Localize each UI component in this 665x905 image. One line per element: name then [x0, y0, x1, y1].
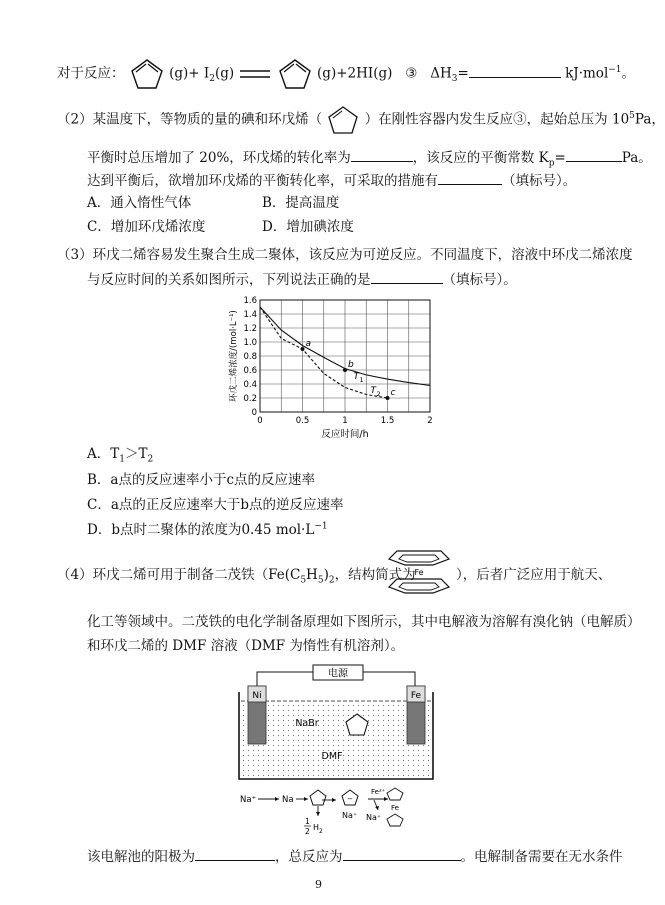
ferrocene-structure	[383, 545, 455, 597]
point-b	[343, 368, 347, 372]
mech-na: Na	[282, 795, 294, 805]
q1-g-i2: (g)+ I	[169, 65, 210, 82]
q1-dh: ΔH	[430, 65, 452, 82]
electrolysis-cell-diagram	[237, 664, 437, 782]
q2-conversion-blank[interactable]	[351, 148, 413, 162]
x-axis-label: 反应时间/h	[321, 429, 369, 440]
q4-anode-blank[interactable]	[195, 847, 275, 861]
y-tick-label: 1.6	[243, 296, 257, 306]
y-tick-label: 0.8	[243, 352, 257, 362]
q4-text1a: （4）环戊二烯可用于制备二茂铁（Fe(C	[57, 567, 301, 583]
y-tick-label: 0.2	[243, 394, 257, 404]
q1-answer-blank[interactable]	[469, 64, 561, 78]
y-axis-label: 环戊二烯浓度/(mol·L⁻¹)	[229, 310, 239, 402]
q2-sup: 5	[629, 111, 635, 121]
q1-unit-sup: −1	[608, 65, 622, 75]
curve-label-sub-2: 2	[376, 390, 381, 399]
point-label-b: b	[348, 360, 354, 370]
mech-fe: Fe	[391, 804, 399, 812]
mech-half-den: 2	[305, 827, 310, 836]
q1-unit: kJ·mol	[565, 65, 609, 82]
q4-text1c: )	[323, 567, 329, 583]
q2-text1b: ）在刚性容器内发生反应③，起始总压为 10	[364, 111, 630, 128]
q2-line2	[87, 148, 652, 167]
x-tick-label: 0	[257, 416, 263, 426]
q1-period: 。	[621, 65, 636, 82]
ni-label: Ni	[252, 691, 262, 701]
q1-line	[57, 57, 635, 91]
q4-last-c: 。电解制备需要在无水条件	[460, 849, 623, 865]
ferrocene-fe-label: Fe	[414, 568, 424, 577]
q4-last-b: ，总反应为	[275, 849, 343, 865]
q3-text2a: 与反应时间的关系如图所示，下列说法正确的是	[87, 272, 371, 288]
q3-text2b: （填标号）。	[442, 272, 517, 288]
curve-label-sub-1: 1	[359, 376, 364, 385]
q1-g-close: (g)	[214, 65, 235, 82]
q3-option-d	[87, 521, 328, 539]
q2-line1	[57, 104, 665, 136]
point-label-a: a	[305, 339, 312, 349]
q4-text1d: ，结构简式为	[334, 567, 416, 583]
q3-opt-a-pre: A．T	[87, 446, 120, 462]
y-tick-label: 1.2	[243, 324, 257, 334]
q2-option-d: D．增加碘浓度	[262, 219, 354, 235]
mech-na-plus2: Na⁺	[342, 811, 358, 820]
q2-kp-blank[interactable]	[566, 148, 622, 162]
point-label-c: c	[390, 388, 396, 398]
q2-text2d: Pa。	[621, 150, 652, 166]
y-tick-label: 1.4	[243, 310, 257, 320]
q4-sub1: 5	[300, 575, 307, 586]
mech-h2: H	[313, 823, 320, 832]
point-c	[386, 396, 390, 400]
q1-i2-sub: 2	[209, 74, 215, 85]
mech-h2-sub: 2	[319, 828, 323, 835]
q3-answer-blank[interactable]	[371, 270, 443, 284]
cyclopentene-structure	[277, 57, 313, 91]
mech-half-num: 1	[305, 817, 310, 826]
reaction-mechanism	[238, 786, 438, 842]
q3-opt-d-sup: −1	[314, 521, 328, 532]
q4-line2: 化工等领域中。二茂铁的电化学制备原理如下图所示，其中电解液为溶解有溴化钠（电解质）	[87, 614, 641, 630]
q3-opt-a-mid: ＞T	[125, 446, 148, 462]
x-tick-label: 1	[342, 416, 348, 426]
x-tick-label: 0.5	[295, 416, 310, 426]
concentration-time-chart	[226, 290, 476, 445]
q4-line1	[57, 566, 416, 584]
q4-text1b: H	[306, 567, 318, 583]
y-tick-label: 0.4	[243, 380, 257, 390]
q2-text3a: 达到平衡后，欲增加环戊烯的平衡转化率，可采取的措施有	[87, 173, 438, 189]
q1-dh-eq: =	[457, 65, 469, 82]
point-a	[301, 347, 305, 351]
q2-option-a: A．通入惰性气体	[87, 195, 192, 211]
q2-text2c: =	[554, 150, 566, 166]
curve-label-T2: T	[370, 386, 376, 397]
curve-label-T1: T	[353, 372, 359, 383]
q2-option-c: C．增加环戊烯浓度	[87, 219, 206, 235]
q1-dh-sub: 3	[451, 74, 458, 85]
q2-kp-sub: p	[548, 158, 555, 169]
q2-option-b: B．提高温度	[262, 195, 340, 211]
q3-option-a	[87, 445, 153, 463]
mech-anion-charge: −	[347, 795, 353, 803]
mech-na-plus: Na⁺	[240, 795, 257, 805]
x-tick-label: 1.5	[380, 416, 395, 426]
q4-last-line	[87, 847, 623, 866]
q2-measure-blank[interactable]	[438, 171, 502, 185]
mech-na-plus3: Na⁺	[366, 813, 382, 822]
y-tick-label: 0	[251, 408, 257, 418]
q3-option-c: C．a点的正反应速率大于b点的逆反应速率	[87, 497, 344, 513]
q1-prefix: 对于反应：	[57, 65, 125, 82]
q4-sub3: 2	[328, 575, 335, 586]
q3-opt-a-sub1: 1	[119, 454, 125, 465]
q3-option-b: B．a点的反应速率小于c点的反应速率	[87, 472, 316, 488]
q4-sub2: 5	[317, 575, 324, 586]
q2-line3	[87, 171, 576, 190]
q2-text2b: ，该反应的平衡常数 K	[412, 150, 549, 166]
mech-fe2: Fe²⁺	[371, 788, 386, 796]
dmf-label: DMF	[321, 751, 343, 762]
q3-opt-d-pre: D．b点时二聚体的浓度为0.45 mol·L	[87, 522, 315, 538]
q2-text1c: Pa，	[634, 111, 665, 128]
x-tick-label: 2	[427, 416, 433, 426]
q2-text2a: 平衡时总压增加了 20%，环戊烯的转化率为	[87, 150, 351, 166]
q3-line2	[87, 270, 517, 289]
q1-g-hi: (g)+2HI(g)	[317, 65, 393, 82]
y-tick-label: 1.0	[243, 338, 257, 348]
electrolyte-solution	[241, 701, 431, 777]
y-tick-label: 0.6	[243, 366, 257, 376]
fe-label: Fe	[410, 691, 422, 701]
q4-line1-end: ），后者广泛应用于航天、	[456, 567, 612, 583]
power-supply-label: 电源	[328, 668, 348, 680]
q2-text1a: （2）某温度下，等物质的量的碘和环戊烯（	[57, 111, 323, 128]
page-number: 9	[315, 878, 322, 891]
nabr-label: NaBr	[295, 718, 319, 729]
q3-opt-a-sub2: 2	[147, 454, 154, 465]
q4-last-a: 该电解池的阳极为	[87, 849, 195, 865]
q4-line3: 和环戊二烯的 DMF 溶液（DMF 为惰性有机溶剂）。	[87, 638, 405, 654]
equilibrium-arrow	[238, 67, 272, 81]
q2-text3b: （填标号）。	[502, 173, 577, 189]
q3-line1: （3）环戊二烯容易发生聚合生成二聚体，该反应为可逆反应。不同温度下，溶液中环戊二烯浓度	[57, 247, 633, 263]
cyclopentadiene-structure	[129, 57, 165, 91]
q1-circle3: ③	[405, 65, 418, 82]
q4-overall-reaction-blank[interactable]	[343, 847, 461, 861]
cyclopentene-small-structure	[326, 104, 360, 136]
